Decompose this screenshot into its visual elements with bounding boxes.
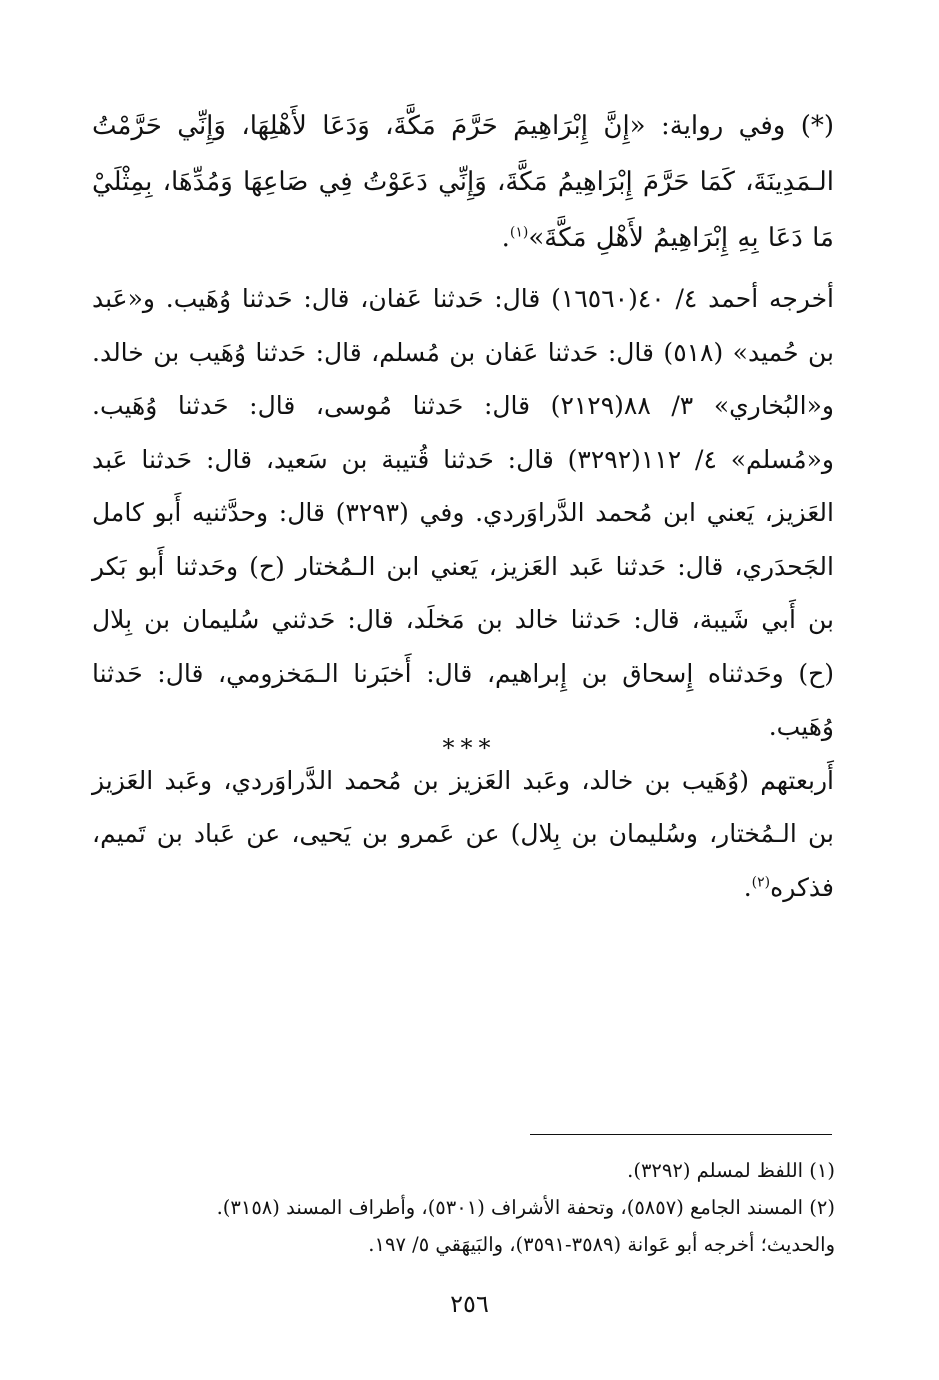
section-separator-stars: *** <box>442 734 497 762</box>
footnote-divider-line <box>530 1134 832 1135</box>
footnote-ref-1: (١) <box>509 224 529 241</box>
hadith-end-period: . <box>501 223 510 253</box>
page-number: ٢٥٦ <box>450 1290 489 1318</box>
summary-end-period: . <box>743 872 752 902</box>
footnotes-block <box>150 1152 835 1263</box>
footnote-1: (١) اللفظ لمسلم (٣٢٩٢). <box>627 1159 835 1182</box>
main-text-block <box>92 98 834 914</box>
isnad-summary-paragraph <box>92 754 834 915</box>
footnote-ref-2: (٢) <box>751 874 771 891</box>
hadith-paragraph <box>92 98 834 266</box>
footnote-2-continuation: والحديث؛ أخرجه أبو عَوانة (٣٥٨٩-٣٥٩١)، والبَيهَقي ٥/ ١٩٧. <box>368 1233 835 1256</box>
isnad-summary-text: أَربعتهم (وُهَيب بن خالد، وعَبد العَزيز بن مُحمد الدَّراوَردي، وعَبد العَزيز بن الـمُختار، وسُليمان بن بِلال) عن عَمرو بن يَحيى، عن عَباد بن تَميم، فذكره <box>92 765 834 902</box>
takhrij-paragraph: أخرجه أحمد ٤/ ٤٠(١٦٥٦٠) قال: حَدثنا عَفان، قال: حَدثنا وُهَيب. و«عَبد بن حُميد» (٥١٨) قال: حَدثنا عَفان بن مُسلم، قال: حَدثنا وُهَيب بن خالد. و«البُخاري» ٣/ ٨٨(٢١٢٩) قال: حَدثنا مُوسى، قال: حَدثنا وُهَيب. و«مُسلم» ٤/ ١١٢(٣٢٩٢) قال: حَدثنا قُتيبة بن سَعيد، قال: حَدثنا عَبد العَزيز، يَعني ابن مُحمد الدَّراوَردي. وفي (٣٢٩٣) قال: وحدَّثنيه أَبو كامل الجَحدَري، قال: حَدثنا عَبد العَزيز، يَعني ابن الـمُختار (ح) وحَدثنا أَبو بَكر بن أَبي شَيبة، قال: حَدثنا خالد بن مَخلَد، قال: حَدثني سُليمان بن بِلال (ح) وحَدثناه إِسحاق بن إِبراهيم، قال: أَخبَرنا الـمَخزومي، قال: حَدثنا وُهَيب. <box>92 284 834 741</box>
footnote-2: (٢) المسند الجامع (٥٨٥٧)، وتحفة الأشراف (٥٣٠١)، وأطراف المسند (٣١٥٨). <box>216 1196 835 1219</box>
hadith-text: (*) وفي رواية: «إِنَّ إِبْرَاهِيمَ حَرَّمَ مَكَّةَ، وَدَعَا لأَهْلِهَا، وَإِنِّي حَرَّمْتُ الـمَدِينَةَ، كَمَا حَرَّمَ إِبْرَاهِيمُ مَكَّةَ، وَإِنِّي دَعَوْتُ فِي صَاعِهَا وَمُدِّهَا، بِمِثْلَيْ مَا دَعَا بِهِ إِبْرَاهِيمُ لأَهْلِ مَكَّةَ» <box>92 111 834 253</box>
